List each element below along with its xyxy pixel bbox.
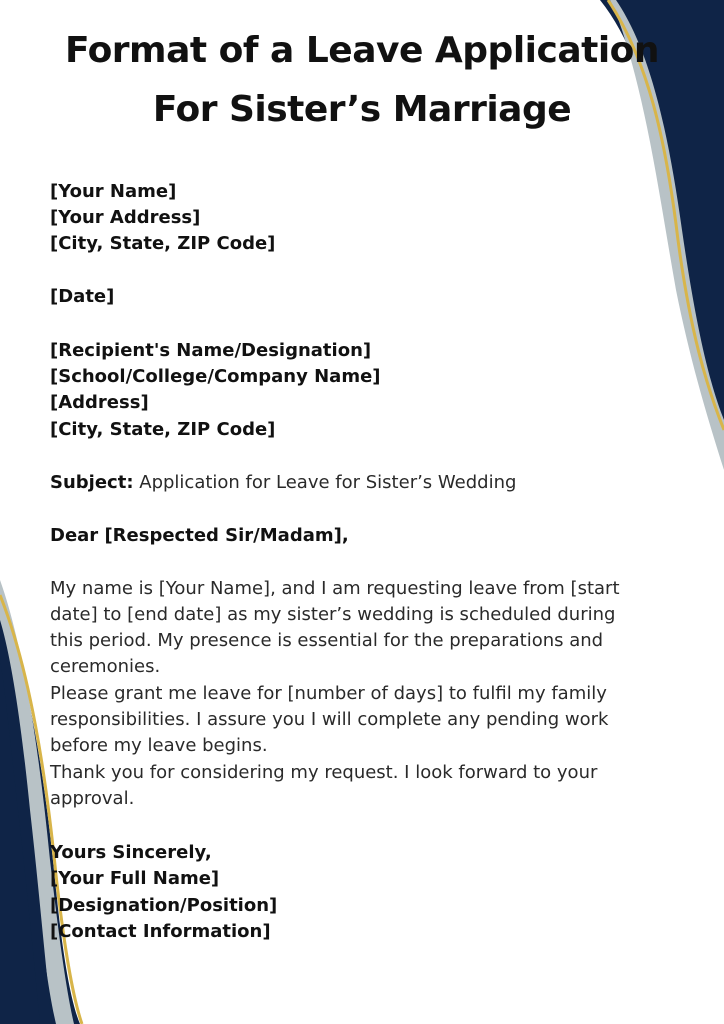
body-line: Please grant me leave for [number of days] to fulfil my family (50, 683, 607, 704)
valediction: Yours Sincerely, (50, 842, 212, 863)
body-line: approval. (50, 788, 135, 809)
recipient-organization: [School/College/Company Name] (50, 366, 381, 387)
subject-line (50, 474, 516, 492)
designation: [Designation/Position] (50, 895, 278, 916)
full-name: [Your Full Name] (50, 868, 220, 889)
body-line: this period. My presence is essential for the preparations and (50, 630, 604, 651)
letter-date: [Date] (50, 286, 115, 307)
body-line: ceremonies. (50, 656, 161, 677)
subject-label: Subject: (50, 472, 134, 493)
recipient-city: [City, State, ZIP Code] (50, 419, 276, 440)
recipient-name: [Recipient's Name/Designation] (50, 340, 372, 361)
sender-city: [City, State, ZIP Code] (50, 233, 276, 254)
contact-information: [Contact Information] (50, 921, 271, 942)
body-line: My name is [Your Name], and I am requesting leave from [start (50, 578, 620, 599)
body-line: responsibilities. I assure you I will complete any pending work (50, 709, 609, 730)
sender-address: [Your Address] (50, 207, 201, 228)
sender-name: [Your Name] (50, 181, 177, 202)
salutation: Dear [Respected Sir/Madam], (50, 525, 349, 546)
body-line: Thank you for considering my request. I look forward to your (50, 762, 598, 783)
page-title-line-2: For Sister’s Marriage (152, 89, 572, 130)
body-line: date] to [end date] as my sister’s wedding is scheduled during (50, 604, 616, 625)
body-line: before my leave begins. (50, 735, 268, 756)
subject-text: Application for Leave for Sister’s Wedding (139, 472, 517, 493)
recipient-address: [Address] (50, 392, 149, 413)
page-title-line-1: Format of a Leave Application (64, 30, 660, 71)
